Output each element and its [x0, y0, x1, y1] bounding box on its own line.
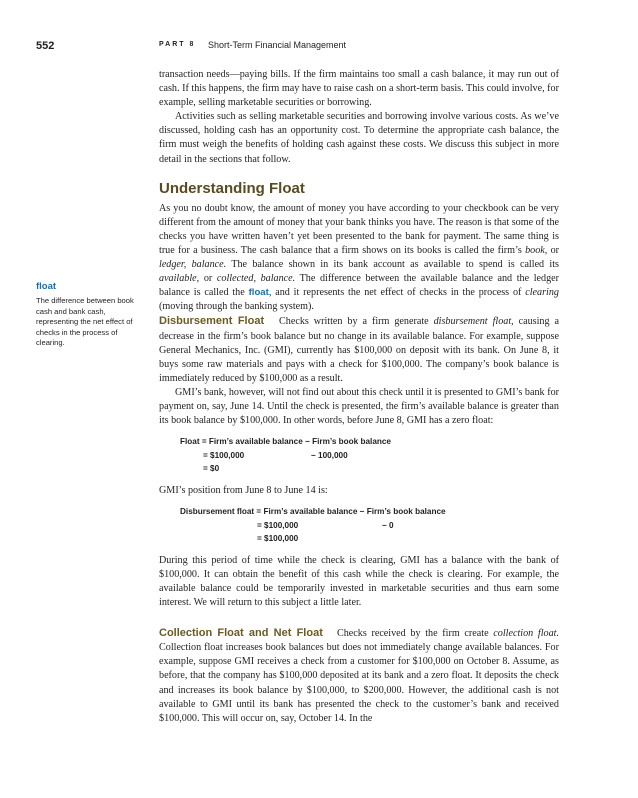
- subsection-heading: Collection Float and Net Float: [159, 627, 323, 640]
- paragraph: Disbursement Float Checks written by a firm generate disbursement float, causing a decrease in the firm’s book balance but no change in its available balance. For example, suppose General Mechanics, Inc. (GMI), currently has $100,000 on deposit with its bank. On June 8, it buys some raw materials and pays with a check for $100,000. The company’s book balance is immediately reduced by $100,000 as a result.: [159, 315, 560, 384]
- margin-term: float: [36, 281, 57, 292]
- main-text: [159, 68, 559, 726]
- paragraph: Activities such as selling marketable securities and borrowing involve various costs. As we’ve discussed, holding cash has an opportunity cost. To determine the appropriate cash balance, the firm must weigh the benefits of holding cash against these costs. We discuss this subject in more detail in the sections that follow.: [159, 111, 559, 165]
- subsection-heading: Disbursement Float: [159, 315, 265, 328]
- equation-block: Disbursement float = Firm’s available balance − Firm’s book balance = $100,000 − 0 = $100,000: [180, 507, 446, 544]
- paragraph: Collection Float and Net Float Checks received by the firm create collection float. Collection float increases book balances but does not immediately change available balances. For example, suppose GMI receives a check from a customer for $100,000 on October 8. Assume, as before, that the company has $100,000 deposited at its bank and a zero float. It deposits the check and increases its book balance by $100,000, to $200,000. However, the additional cash is not available to GMI until its bank has presented the check to the customer’s bank and received $100,000. This will occur on, say, October 14. In the: [159, 627, 559, 724]
- paragraph: As you no doubt know, the amount of money you have according to your checkbook can be very different from the amount of money that your bank thinks you have. The reason is that some of the checks you have written haven’t yet been presented to the bank for payment. The same thing is true for a business. The cash balance that a firm shows on its books is called the firm’s book, or ledger, balance. The balance shown in its bank account as available to spend is called its available, or collected, balance. The difference between the available balance and the ledger balance is called the float, and it represents the net effect of checks in the process of clearing (moving through the banking system).: [159, 202, 560, 313]
- equation-block: Float = Firm’s available balance − Firm’s book balance = $100,000 − 100,000 = $0: [180, 437, 391, 474]
- chapter-title: Short-Term Financial Management: [208, 40, 347, 50]
- paragraph: GMI’s position from June 8 to June 14 is:: [159, 484, 328, 496]
- part-label: PART 8: [159, 41, 196, 48]
- running-header: [0, 40, 638, 56]
- margin-definition: The difference between book cash and bank cash, representing the net effect of checks in the process of clearing.: [36, 296, 134, 348]
- margin-glossary: [36, 281, 148, 349]
- paragraph: During this period of time while the check is clearing, GMI has a balance with the bank of $100,000. It can obtain the benefit of this cash while the check is clearing. For example, the available balance could be temporarily invested in marketable securities and thus earn some interest. We will return to this subject a little later.: [159, 554, 559, 609]
- page-number: 552: [36, 40, 55, 52]
- key-term-float: float: [248, 287, 269, 299]
- paragraph: GMI’s bank, however, will not find out about this check until it is presented to GMI’s bank for payment on, say, June 14. Until the check is presented, the firm’s available balance is greater than its book balance by $100,000. In other words, before June 8, GMI has a zero float:: [159, 386, 559, 427]
- section-heading: Understanding Float: [159, 179, 305, 197]
- paragraph: transaction needs—paying bills. If the firm maintains too small a cash balance, it may run out of cash. If this happens, the firm may have to raise cash on a short-term basis. This could involve, for example, selling marketable securities or borrowing.: [159, 69, 559, 109]
